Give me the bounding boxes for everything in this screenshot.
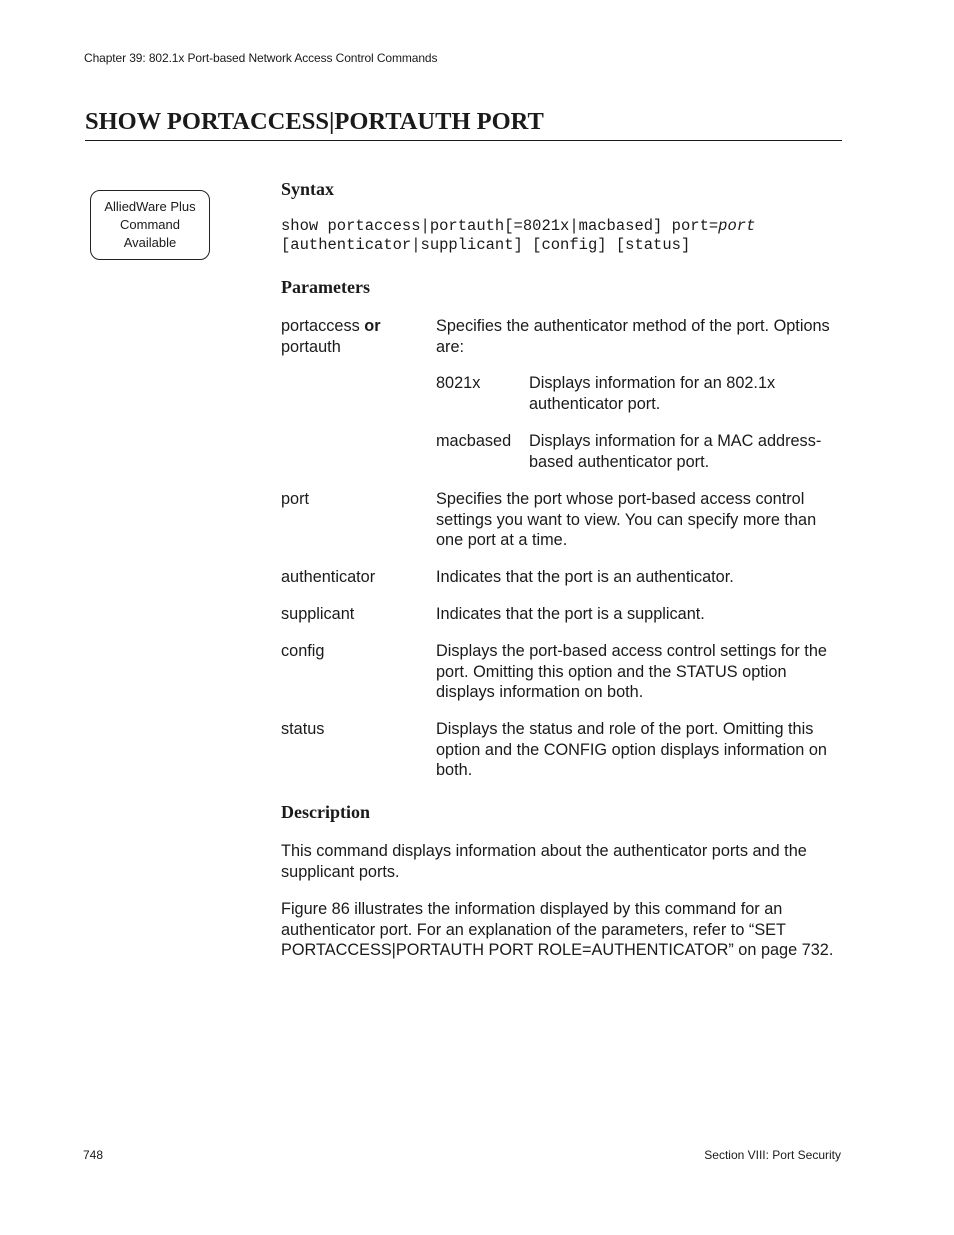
syntax-line-2: [authenticator|supplicant] [config] [status] (281, 236, 691, 254)
param-desc-port: Specifies the port whose port-based access control settings you want to view. You can specify more than one port at a time. (436, 490, 817, 549)
syntax-command: show portaccess|portauth[=8021x|macbased] port= (281, 217, 719, 235)
option-name-macbased: macbased (436, 432, 512, 450)
option-name-8021x: 8021x (436, 374, 481, 392)
section-footer: Section VIII: Port Security (704, 1148, 841, 1162)
page-number: 748 (83, 1148, 104, 1162)
badge-line-3: Available (123, 235, 177, 250)
param-desc-status: Displays the status and role of the port. Omitting this option and the CONFIG option displays information on both. (436, 720, 827, 779)
param-desc-supplicant: Indicates that the port is a supplicant. (436, 605, 705, 623)
badge-line-1: AlliedWare Plus (104, 199, 196, 214)
option-desc-macbased: Displays information for a MAC address-based authenticator port. (529, 432, 822, 471)
param-name-authenticator: authenticator (281, 568, 376, 586)
param-portaccess-label: portaccess (281, 317, 365, 335)
syntax-heading: Syntax (281, 179, 335, 199)
alliedware-plus-badge (90, 190, 210, 260)
syntax-line-1 (281, 217, 755, 236)
param-or-label: or (364, 317, 381, 335)
param-name-config: config (281, 642, 325, 660)
syntax-port-variable: port (718, 217, 756, 235)
badge-line-2: Command (120, 217, 180, 232)
param-name-portaccess (281, 316, 431, 357)
param-desc-portaccess: Specifies the authenticator method of the port. Options are: (436, 317, 830, 356)
description-paragraph-1: This command displays information about the authenticator ports and the supplicant ports. (281, 842, 807, 881)
description-heading: Description (281, 802, 370, 822)
param-name-supplicant: supplicant (281, 605, 355, 623)
description-paragraph-2: Figure 86 illustrates the information displayed by this command for an authenticator port. For an explanation of the parameters, refer to “SET PORTACCESS|PORTAUTH PORT ROLE=AUTHENTICATOR” on page 732. (281, 900, 834, 959)
param-desc-config: Displays the port-based access control settings for the port. Omitting this option and the STATUS option displays information on both. (436, 642, 827, 701)
param-name-status: status (281, 720, 325, 738)
param-desc-authenticator: Indicates that the port is an authenticator. (436, 568, 734, 586)
running-header: Chapter 39: 802.1x Port-based Network Access Control Commands (84, 51, 438, 65)
param-portauth-label: portauth (281, 337, 341, 356)
page-title: SHOW PORTACCESS|PORTAUTH PORT (85, 107, 842, 141)
parameters-heading: Parameters (281, 277, 370, 297)
option-desc-8021x: Displays information for an 802.1x authenticator port. (529, 374, 776, 413)
param-name-port: port (281, 490, 310, 508)
